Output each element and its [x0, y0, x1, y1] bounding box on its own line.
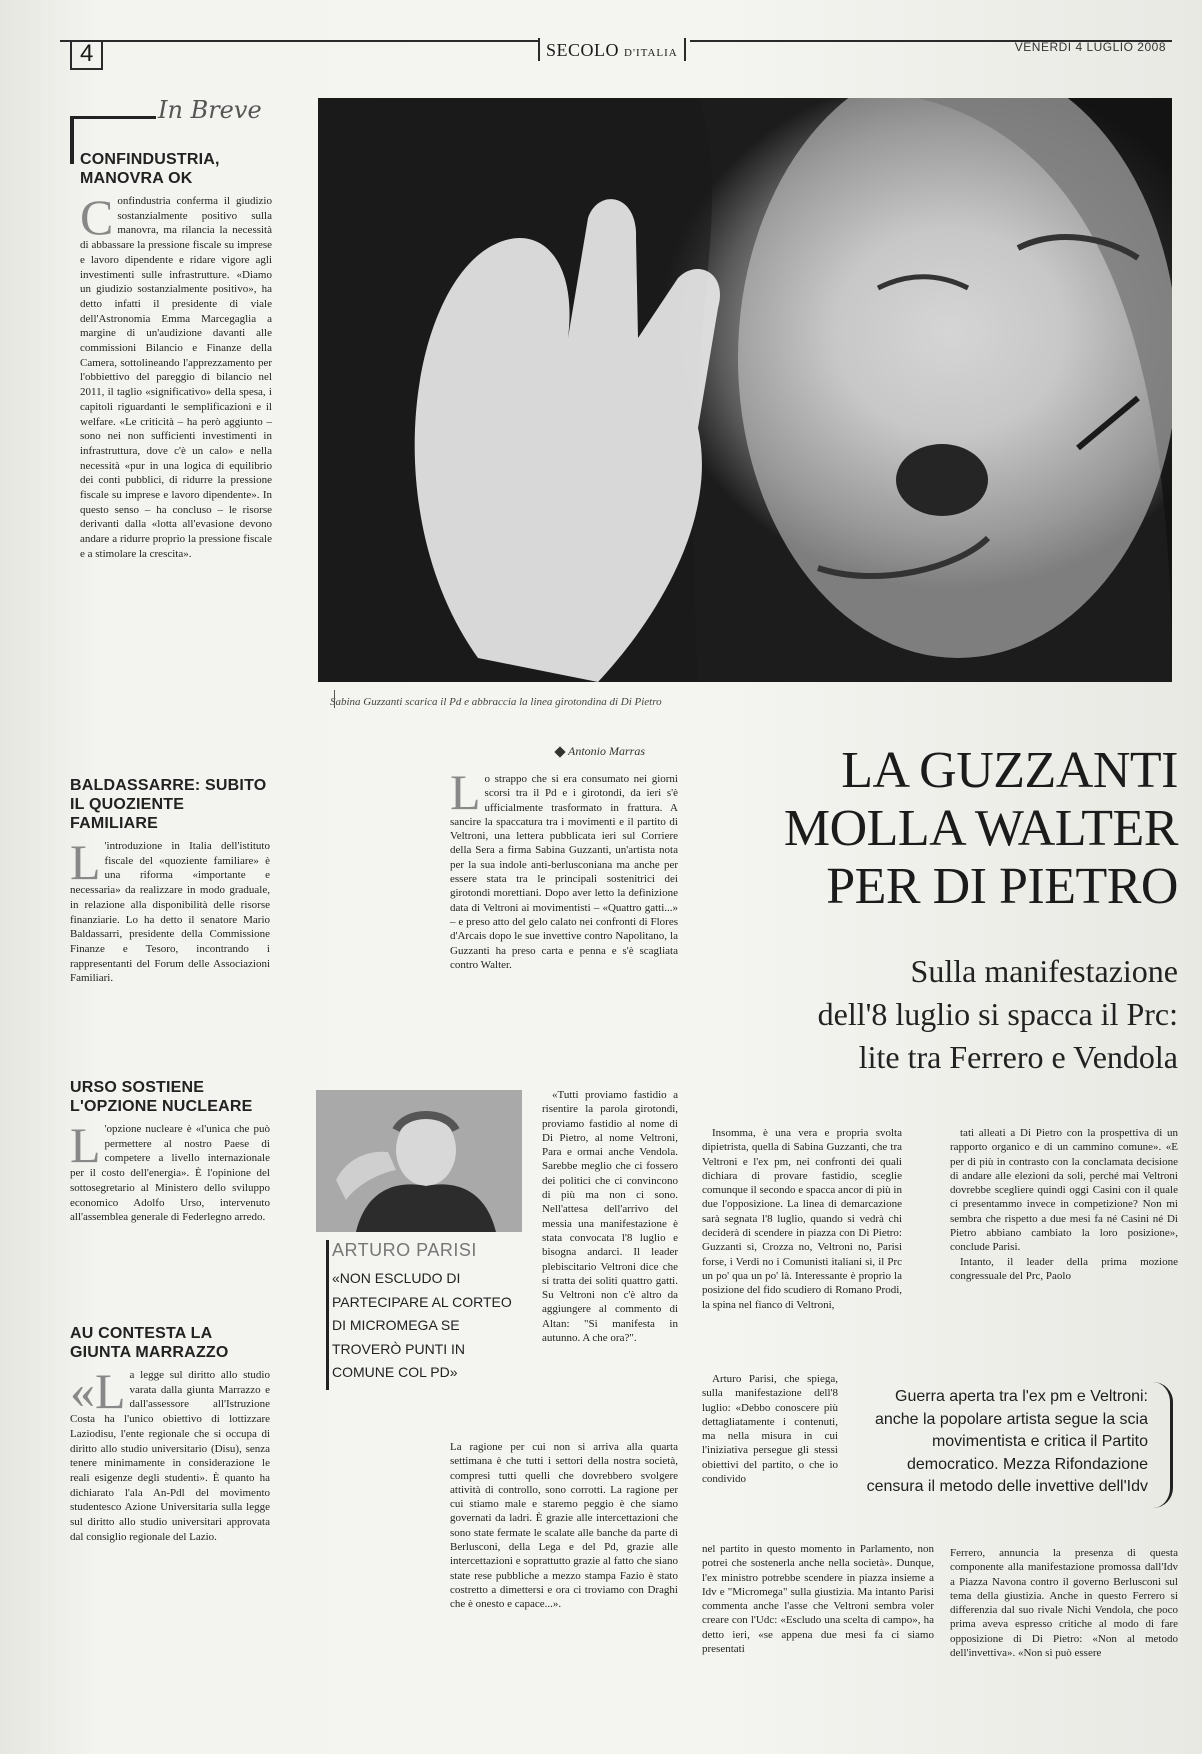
masthead-title: SECOLO: [546, 40, 620, 60]
brief-title: URSO SOSTIENE L'OPZIONE NUCLEARE: [70, 1079, 253, 1115]
article-column-1-top: [450, 764, 678, 972]
brief-item: [70, 1324, 270, 1544]
subheadline-line: dell'8 luglio si spacca il Prc:: [817, 996, 1178, 1032]
brief-title: BALDASSARRE: SUBITO IL QUOZIENTE FAMILIARE: [70, 777, 267, 832]
pull-quote-brace: [1152, 1382, 1173, 1508]
article-column-2-top: [702, 1126, 902, 1312]
pull-quote: Guerra aperta tra l'ex pm e Veltroni: anche la popolare artista segue la scia movimentista e critica il Partito democratico. Mezza Rifondazione censura il metodo delle invettive dell'Idv: [866, 1388, 1148, 1495]
page-header: [60, 36, 1172, 72]
byline: Antonio Marras: [568, 744, 646, 758]
drop-cap: L: [70, 1117, 101, 1173]
article-column-3-top: [950, 1126, 1178, 1283]
photo-illustration: [318, 98, 1172, 682]
article-paragraph: Ferrero, annuncia la presenza di questa componente alla manifestazione promossa dall'Idv a Piazza Navona contro il governo Berlusconi sul tema della giustizia. Anche in questo Ferrero si differenzia dal suo rivale Nichi Vendola, che poco prima aveva espresso critiche al modo di fare opposizione di Di Pietro: «Non al metodo dell'invettiva». «Non si può essere: [950, 1547, 1178, 1660]
inset-photo: [316, 1090, 522, 1232]
brief-body: [70, 834, 270, 986]
brief-body: [70, 1117, 270, 1225]
section-bar: [70, 116, 74, 164]
masthead-suffix: D'ITALIA: [624, 47, 678, 59]
article-paragraph: nel partito in questo momento in Parlamento, non potrei che sostenerla anche nella società». Dunque, l'ex ministro potrebbe scendere in piazza insieme a Idv e "Micromega" sulla giustizia. Ma intanto Parisi commenta anche l'asse che Veltroni sembra voler creare con l'Udc: «Escludo una scelta di campo», ha detto ieri, «se appena due mesi fa ci siamo presentati: [702, 1543, 934, 1656]
drop-cap: C: [80, 189, 114, 245]
headline: [700, 742, 1178, 916]
brief-text: onfindustria conferma il giudizio sostanzialmente positivo sulla manovra, ma rilancia la necessità di abbassare la pressione fiscale su imprese e lavoro dipendente e ridare vigore agli investimenti sulle infrastrutture. «Diamo un giudizio sostanzialmente positivo», ha detto infatti il presidente di viale dell'Astronomia Emma Marcegaglia a margine di un'audizione davanti alle commissioni Bilancio e Finanze della Camera, sottolineando l'apprezzamento per l'obbiettivo del pareggio di bilancio nel 2011, il taglio «significativo» della spesa, i capitoli riguardanti le semplificazioni e il welfare. «Le criticità – ha però aggiunto – sono nei non sufficienti investimenti in infrastruttura, dove c'è un calo» e nella necessità «pur in una logica di equilibrio dei conti pubblici, di ridurre la pressione fiscale su imprese e lavoro dipendente». In questo senso – ha concluso – le risorse derivanti dalla «lotta all'evasione devono andare a ridurre proprio la pressione fiscale e a stimolare la crescita».: [80, 195, 272, 560]
drop-cap: «L: [70, 1363, 126, 1419]
headline-line: MOLLA WALTER: [783, 800, 1178, 857]
headline-line: PER DI PIETRO: [826, 858, 1178, 915]
article-paragraph: «Tutti proviamo fastidio a risentire la parola girotondi, proviamo fastidio al nome di Di Pietro, al nome Veltroni, Para e ormai anche Vendola. Sarebbe meglio che ci fossero dei politici che ci convincono di più ma non ci sono. Nell'attesa dell'arrivo del messia una manifestazione è stata convocata l'8 luglio e bisogna andarci. Il leader plebiscitario Veltroni dice che si tratta dei soliti quattro gatti. Su Veltroni non c'è altro da aggiungere al commento di Altan: "Si manifesta in autunno. A che ora?".: [542, 1089, 678, 1345]
brief-body: [70, 1363, 270, 1544]
subheadline-line: Sulla manifestazione: [910, 953, 1178, 989]
article-column-2-narrow: [702, 1372, 838, 1486]
main-photo: [318, 98, 1172, 682]
drop-cap: L: [70, 834, 101, 890]
article-column-1-narrow: [542, 1088, 678, 1345]
brief-title: CONFINDUSTRIA, MANOVRA OK: [80, 151, 220, 187]
article-paragraph: Insomma, è una vera e propria svolta dipietrista, quella di Sabina Guzzanti, che tra Veltroni e l'ex pm, nei confronti dei quali dichiara di provare fastidio, sceglie comunque il secondo e spacca ancor di più in due l'opposizione. La linea di demarcazione sarà segnata l'8 luglio, quando si vedrà chi deciderà di scendere in piazza con Di Pietro: Guzzanti sì, Crozza no, Veltroni no, Parisi forse, i Verdi no i Comunisti italiani sì, il Prc un po' qua un po' là. Interessante è proprio la posizione del fido scudiero di Romano Prodi, la spina nel fianco di Veltroni,: [702, 1127, 902, 1311]
brief-title: AU CONTESTA LA GIUNTA MARRAZZO: [70, 1325, 229, 1361]
article-paragraph: La ragione per cui non si arriva alla quarta settimana è che tutti i settori della nostra società, compresi tutti quelli che dovrebbero svolgere attività di controllo, sono corrotti. La ragione per cui stiamo male e staremo peggio è che siamo governati da ladri. È grazie alle intercettazioni che sono state fermate le scalate alle banche da parte di Berlusconi, della Lega e del Pd, grazie alle intercettazioni e soprattutto grazie al fatto che siano state rese pubbliche a mezzo stampa Fazio è stato costretto a dimettersi e ora ci troviamo con Draghi che è onesto e capace...».: [450, 1441, 678, 1611]
headline-line: LA GUZZANTI: [841, 742, 1178, 799]
inset-photo-illustration: [316, 1090, 522, 1232]
article-column-1-bottom: [450, 1440, 678, 1612]
inset-name: ARTURO PARISI: [332, 1240, 477, 1260]
brief-item: [80, 150, 272, 562]
brief-text: a legge sul diritto allo studio varata dalla giunta Marrazzo e dall'assessore all'Istruzione Costa ha l'unico obiettivo di lottizzare Laziodisu, l'ente regionale che si occupa di diritto allo studio universitario (Disu), senza tenere minimamente in considerazione le reali esigenze degli studenti». È quanto ha dichiarato l'ala An-Pdl del movimento studentesco Azione Universitaria sulla legge sul diritto allo studio universitari approvata dal consiglio regionale del Lazio.: [70, 1369, 270, 1543]
masthead: [538, 38, 686, 61]
section-tag: In Breve: [158, 96, 262, 124]
brief-text: 'introduzione in Italia dell'istituto fiscale del «quoziente familiare» è una riforma «importante e necessaria» da realizzare in modo graduale, in relazione alla disponibilità delle risorse finanziarie. Lo ha detto il senatore Mario Baldassarri, presidente della Commissione Finanze e Tesoro, incontrando i rappresentanti del Forum delle Associazioni Familiari.: [70, 840, 270, 985]
header-rule-left: [60, 40, 538, 42]
brief-item: [70, 776, 270, 986]
article-column-3-bottom: [950, 1546, 1178, 1660]
inset-bar: [326, 1240, 329, 1390]
brief-body: [80, 189, 272, 562]
issue-date: VENERDÌ 4 LUGLIO 2008: [1014, 40, 1166, 54]
article-paragraph: Arturo Parisi, che spiega, sulla manifestazione dell'8 luglio: «Debbo conoscere più dettagliatamente i contenuti, ma nella misura in cui l'iniziativa persegue gli stessi obiettivi del partito, o che io condivido: [702, 1373, 838, 1486]
subheadline: [720, 950, 1178, 1079]
page-number: 4: [70, 40, 103, 70]
inset-quote: «NON ESCLUDO DI PARTECIPARE AL CORTEO DI MICROMEGA SE TROVERÒ PUNTI IN COMUNE COL PD»: [332, 1270, 512, 1380]
article-column-2-bottom: [702, 1542, 934, 1656]
section-tag-rule: [70, 116, 156, 119]
article-text: o strappo che si era consumato nei giorni scorsi tra il Pd e i girotondi, da ieri s'è ufficialmente trasformato in frattura. A sancire la spaccatura tra i movimenti e il partito di Veltroni, una lettera pubblicata ieri sul Corriere della Sera a firma Sabina Guzzanti, un'artista nota per la sua indole anti-berlusconiana ma anche per essere stata tra le principali sostenitrici dei girotondi morettiani. Dopo aver letto la definizione data di Veltroni ai movimentisti – «Quattro gatti...» – e preso atto del gelo calato nei confronti di Flores d'Arcais dopo le sue invettive contro Napolitano, la Guzzanti ha preso carta e penna e s'è scagliata contro Walter.: [450, 773, 678, 971]
byline-marker: [554, 746, 565, 757]
drop-cap: L: [450, 764, 481, 820]
brief-item: [70, 1078, 270, 1225]
article-paragraph: Intanto, il leader della prima mozione congressuale del Prc, Paolo: [950, 1255, 1178, 1282]
brief-text: 'opzione nucleare è «l'unica che può permettere al nostro Paese di competere a livello internazionale per il costo dell'energia». È l'opinione del sottosegretario al Ministero dello sviluppo economico Adolfo Urso, intervenuto all'assemblea generale di Federlegno arredo.: [70, 1123, 270, 1224]
article-paragraph: tati alleati a Di Pietro con la prospettiva di un rapporto organico e di un cammino comune». «E per di più in contrasto con la conclamata decisione di andare alle elezioni da soli, perché mai Veltroni dovrebbe scegliere quindi oggi Casini con il quale ci presentammo invece in competizione? Non mi sembra che rispetto a due mesi fa né Casini né Di Pietro abbiano cambiato la loro posizione», conclude Parisi.: [950, 1127, 1178, 1254]
subheadline-line: lite tra Ferrero e Vendola: [858, 1039, 1178, 1075]
photo-caption: Sabina Guzzanti scarica il Pd e abbraccia la linea girotondina di Di Pietro: [330, 696, 662, 708]
inset-quote-box: [332, 1240, 522, 1385]
article-paragraph: [450, 764, 678, 972]
